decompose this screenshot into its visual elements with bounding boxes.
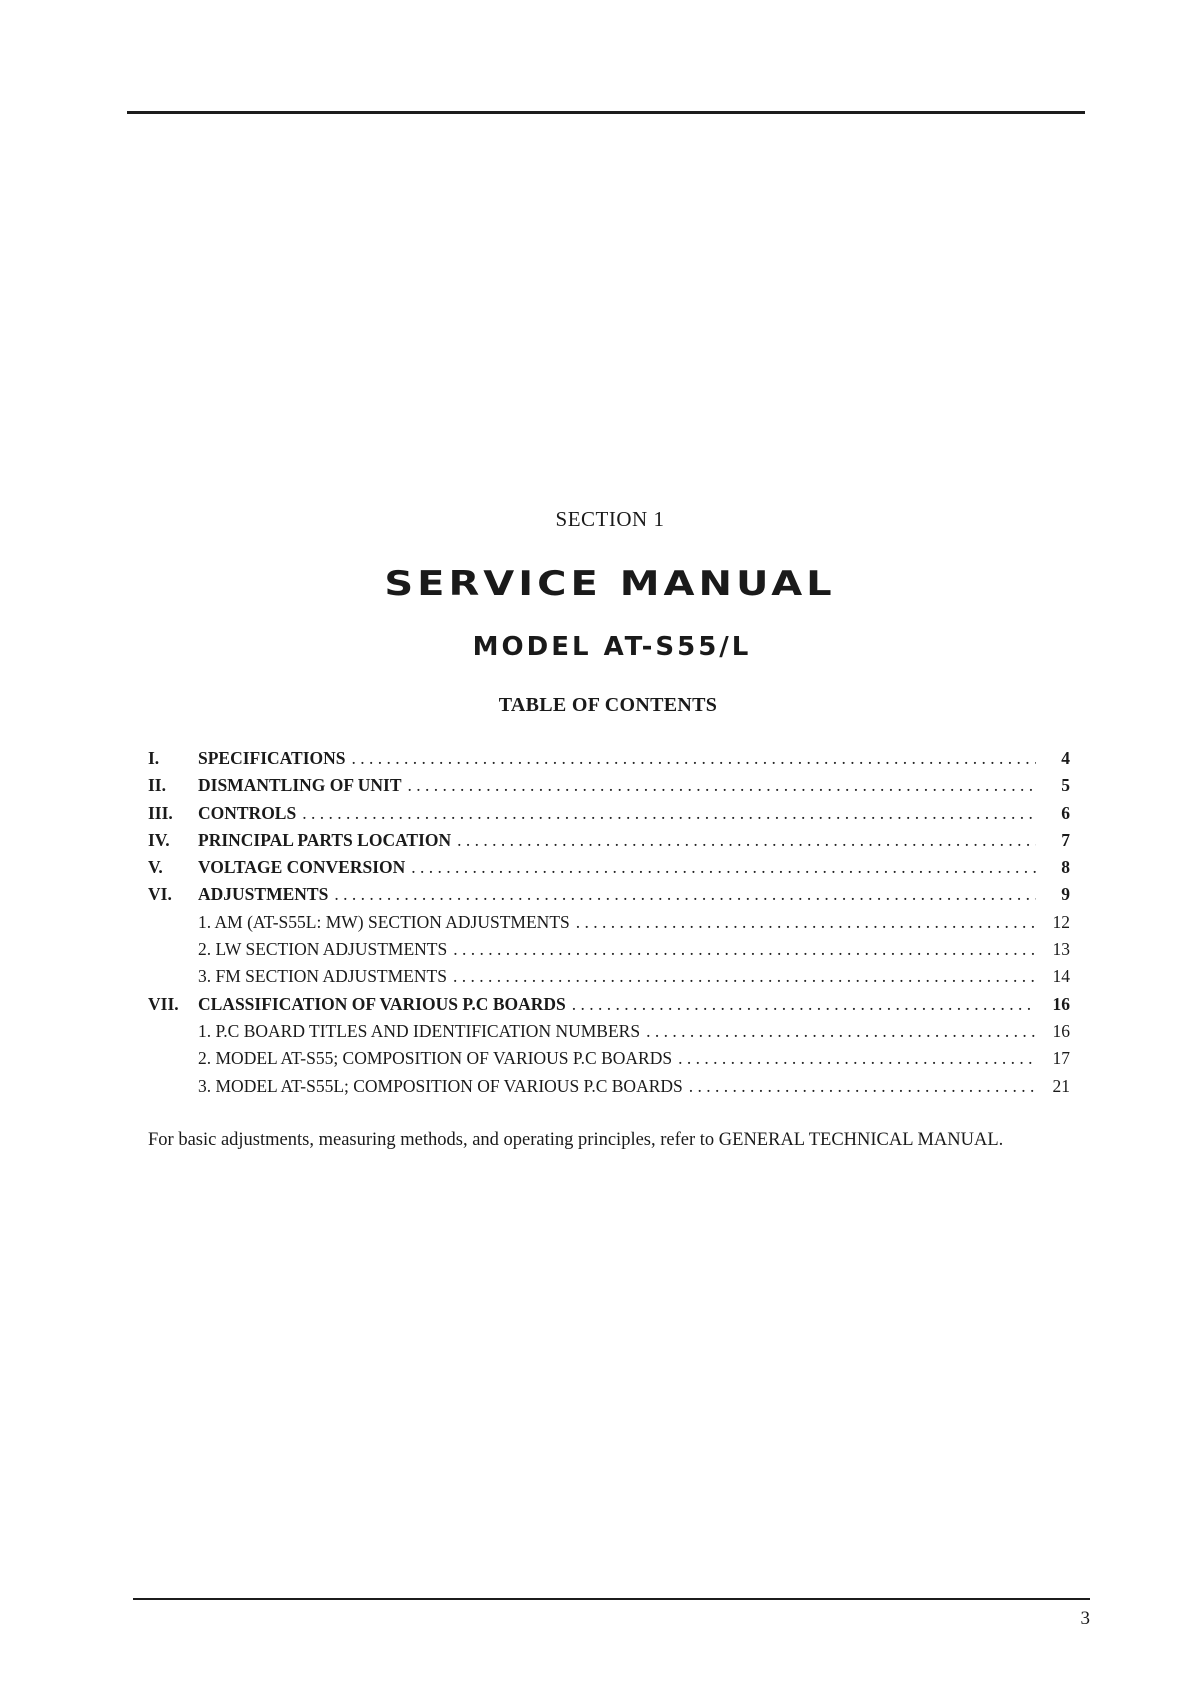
toc-entry-title: 1. AM (AT-S55L: MW) SECTION ADJUSTMENTS [198,911,570,932]
toc-leader-dots [352,748,1037,769]
toc-subentry [148,1021,1070,1048]
toc-leader-dots [334,884,1036,905]
toc-entry-page: 8 [1061,857,1070,878]
toc-entry-number: III. [148,802,173,823]
toc-entry-title: VOLTAGE CONVERSION [198,857,406,878]
toc-entry-title: PRINCIPAL PARTS LOCATION [198,829,452,850]
toc-entry-title: 2. LW SECTION ADJUSTMENTS [198,939,448,960]
page-number: 3 [1080,1608,1090,1629]
toc-leader-dots [689,1076,1036,1097]
table-of-contents [148,748,1070,1103]
top-rule [127,111,1085,114]
toc-entry-title: 3. FM SECTION ADJUSTMENTS [198,966,447,987]
toc-entry-page: 9 [1061,884,1070,905]
toc-heading: TABLE OF CONTENTS [498,694,718,716]
toc-entry-title: CLASSIFICATION OF VARIOUS P.C BOARDS [198,993,566,1014]
toc-entry-title: 1. P.C BOARD TITLES AND IDENTIFICATION NUMBERS [198,1020,641,1041]
toc-leader-dots [457,830,1036,851]
toc-entry-page: 14 [1052,966,1070,987]
toc-entry-page: 16 [1052,993,1070,1014]
toc-leader-dots [302,803,1036,824]
toc-entry-number: V. [148,857,163,878]
toc-entry-number: VII. [148,993,179,1014]
toc-leader-dots [572,994,1036,1015]
toc-entry-page: 13 [1052,939,1070,960]
toc-leader-dots [453,966,1036,987]
toc-entry [148,803,1070,830]
toc-entry [148,884,1070,911]
toc-entry-page: 12 [1052,911,1070,932]
toc-entry-page: 16 [1052,1020,1070,1041]
toc-leader-dots [453,939,1036,960]
bottom-rule [133,1598,1090,1600]
toc-subentry [148,1076,1070,1103]
document-title: SERVICE MANUAL [384,564,836,604]
toc-leader-dots [646,1021,1036,1042]
toc-leader-dots [576,912,1036,933]
toc-entry-number: VI. [148,884,172,905]
toc-subentry [148,912,1070,939]
toc-entry [148,830,1070,857]
toc-entry-page: 7 [1061,829,1070,850]
toc-entry-page: 21 [1052,1075,1070,1096]
toc-entry-title: DISMANTLING OF UNIT [198,775,402,796]
toc-leader-dots [408,775,1036,796]
toc-subentry [148,939,1070,966]
toc-entry [148,748,1070,775]
toc-leader-dots [411,857,1036,878]
reference-note: For basic adjustments, measuring methods, and operating principles, refer to GENERAL TECHNICAL MANUAL. [148,1130,1004,1150]
toc-entry [148,857,1070,884]
toc-entry-title: 2. MODEL AT-S55; COMPOSITION OF VARIOUS P.C BOARDS [198,1048,673,1069]
section-label: SECTION 1 [555,507,665,531]
toc-entry-page: 5 [1061,775,1070,796]
toc-leader-dots [678,1048,1036,1069]
toc-entry [148,994,1070,1021]
toc-subentry [148,1048,1070,1075]
toc-entry-number: II. [148,775,166,796]
toc-entry-page: 17 [1052,1048,1070,1069]
toc-entry-title: ADJUSTMENTS [198,884,329,905]
toc-entry-title: 3. MODEL AT-S55L; COMPOSITION OF VARIOUS P.C BOARDS [198,1075,683,1096]
toc-entry-page: 6 [1061,802,1070,823]
model-title: MODEL AT-S55/L [472,632,752,662]
toc-entry-title: CONTROLS [198,802,297,823]
toc-entry-number: I. [148,748,160,768]
toc-entry-title: SPECIFICATIONS [198,748,346,768]
toc-entry [148,775,1070,802]
toc-entry-page: 4 [1061,748,1070,768]
toc-subentry [148,966,1070,993]
toc-entry-number: IV. [148,829,170,850]
